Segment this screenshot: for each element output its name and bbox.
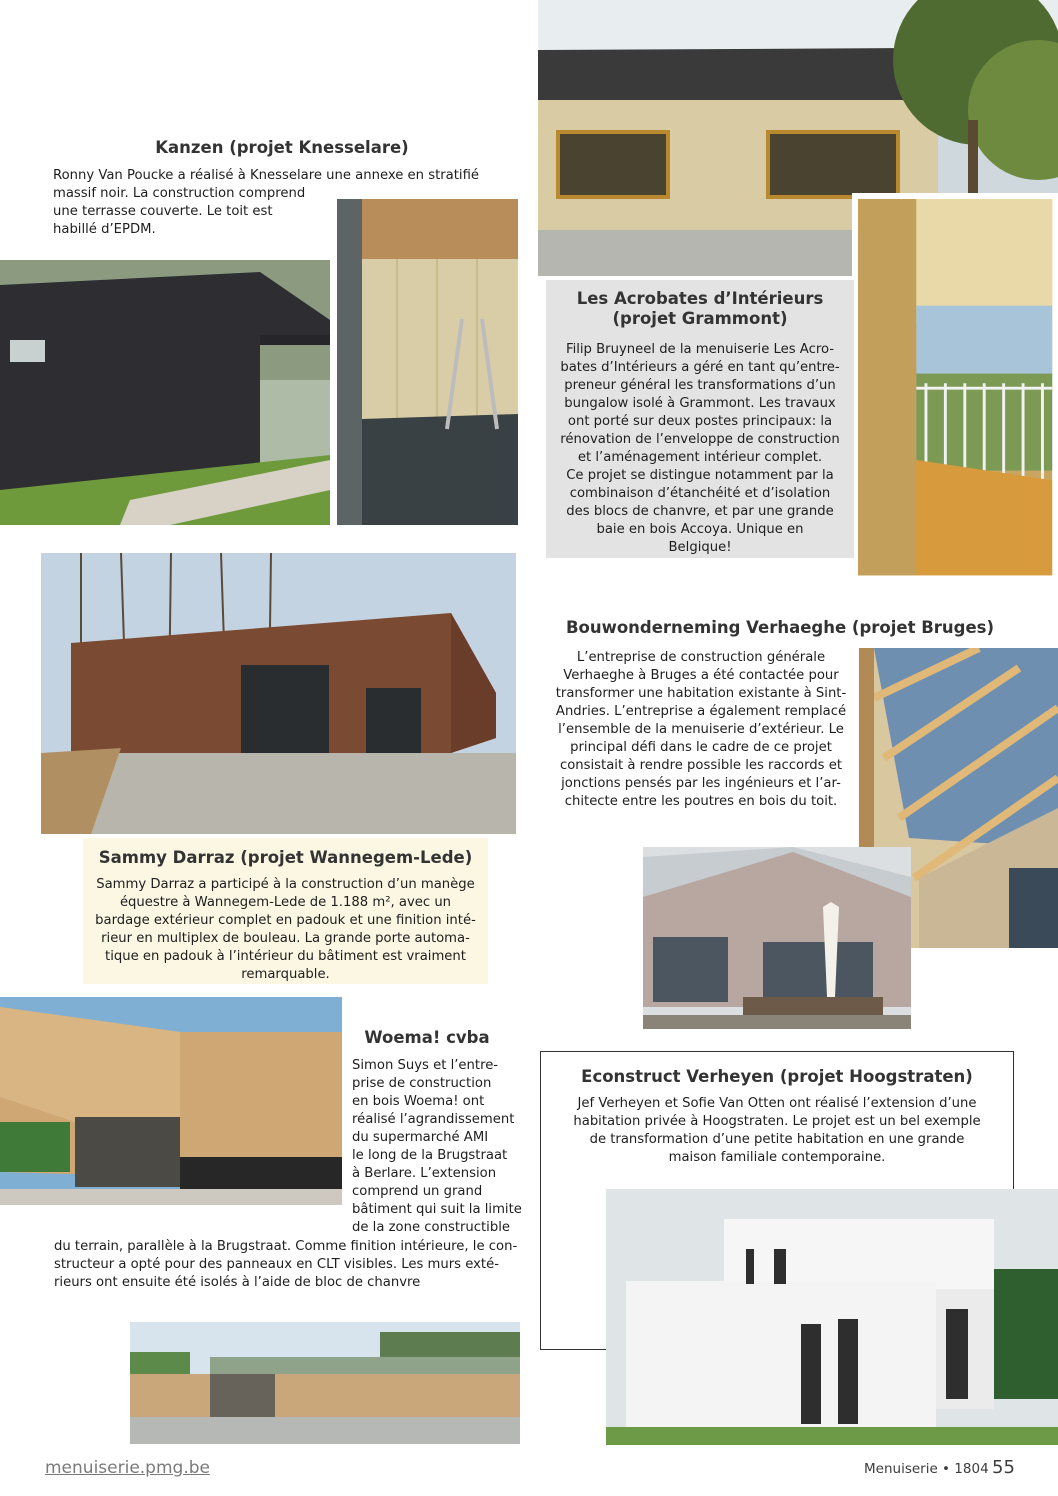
woema-text-line: bâtiment qui suit la limite: [352, 1202, 522, 1217]
woema-text-line: du terrain, parallèle à la Brugstraat. Comme finition intérieure, le con-: [54, 1239, 518, 1254]
econstruct-title: Econstruct Verheyen (projet Hoogstraten): [581, 1067, 973, 1086]
acrobates-text-line: rénovation de l’enveloppe de construction: [560, 432, 840, 447]
kanzen-title: Kanzen (projet Knesselare): [155, 138, 409, 157]
photo-grammont-interior: [852, 193, 1058, 593]
econstruct-text-line: Jef Verheyen et Sofie Van Otten ont réalisé l’extension d’une: [577, 1096, 977, 1111]
woema-text-line: le long de la Brugstraat: [352, 1148, 508, 1163]
acrobates-body: [546, 341, 854, 557]
econstruct-text-line: maison familiale contemporaine.: [668, 1150, 886, 1165]
darraz-text-line: équestre à Wannegem-Lede de 1.188 m², avec un: [119, 895, 452, 910]
photo-kanzen-interior: [337, 199, 518, 525]
website-link[interactable]: menuiserie.pmg.be: [45, 1458, 210, 1478]
verhaeghe-title: Bouwonderneming Verhaeghe (projet Bruges): [565, 618, 995, 637]
acrobates-text-line: combinaison d’étanchéité et d’isolation: [569, 486, 831, 501]
woema-text-line: comprend un grand: [352, 1184, 483, 1199]
verhaeghe-body: [548, 649, 854, 811]
acrobates-title-line1: Les Acrobates d’Intérieurs: [576, 289, 824, 308]
acrobates-box: [546, 280, 854, 558]
verhaeghe-text-line: L’entreprise de construction générale: [576, 650, 826, 665]
woema-body-wide: [54, 1238, 524, 1292]
kanzen-text-line: une terrasse couverte. Le toit est: [53, 204, 273, 219]
acrobates-text-line: Belgique!: [668, 540, 732, 555]
darraz-title: Sammy Darraz (projet Wannegem-Lede): [98, 848, 473, 867]
woema-text-line: du supermarché AMI: [352, 1130, 489, 1145]
econstruct-text-line: de transformation d’une petite habitation en une grande: [589, 1132, 965, 1147]
woema-body-narrow: [352, 1057, 522, 1237]
verhaeghe-text-line: principal défi dans le cadre de ce projet: [570, 740, 832, 755]
page-number: 55: [992, 1457, 1015, 1478]
acrobates-text-line: Filip Bruyneel de la menuiserie Les Acro-: [565, 342, 835, 357]
photo-wannegem-building: [41, 553, 516, 834]
acrobates-text-line: preneur général les transformations d’un: [564, 378, 836, 393]
darraz-text-line: tique en padouk à l’intérieur du bâtiment est vraiment: [105, 949, 466, 964]
verhaeghe-text-line: chitecte entre les poutres en bois du toit.: [564, 794, 838, 809]
verhaeghe-text-line: l’ensemble de la menuiserie d’extérieur. Le: [558, 722, 844, 737]
acrobates-text-line: baie en bois Accoya. Unique en: [596, 522, 804, 537]
verhaeghe-text-line: Andries. L’entreprise a également remplacé: [555, 704, 847, 719]
kanzen-section: [52, 138, 482, 158]
acrobates-text-line: des blocs de chanvre, et par une grande: [566, 504, 834, 519]
darraz-text-line: rieur en multiplex de bouleau. La grande porte automa-: [101, 931, 470, 946]
verhaeghe-text-line: jonctions pensés par les ingénieurs et l’ar-: [561, 776, 841, 791]
woema-text-line: prise de construction: [352, 1076, 492, 1091]
kanzen-text-line: massif noir. La construction comprend: [53, 186, 306, 201]
econstruct-box: [540, 1051, 1014, 1350]
econstruct-body: [541, 1095, 1013, 1167]
acrobates-text-line: Ce projet se distingue notamment par la: [566, 468, 834, 483]
photo-woema-supermarket: [130, 1322, 520, 1444]
darraz-body: [83, 876, 488, 984]
darraz-box: [83, 838, 488, 984]
photo-kanzen-exterior: [0, 260, 330, 525]
woema-text-line: réalisé l’agrandissement: [352, 1112, 515, 1127]
acrobates-text-line: ont porté sur deux postes principaux: la: [567, 414, 833, 429]
woema-text-line: en bois Woema! ont: [352, 1094, 485, 1109]
acrobates-text-line: bungalow isolé à Grammont. Les travaux: [564, 396, 836, 411]
econstruct-text-line: habitation privée à Hoogstraten. Le projet est un bel exemple: [573, 1114, 981, 1129]
photo-woema-extension: [0, 997, 342, 1205]
acrobates-text-line: bates d’Intérieurs a géré en tant qu’entre-: [560, 360, 840, 375]
verhaeghe-text-line: Verhaeghe à Bruges a été contactée pour: [563, 668, 839, 683]
woema-title: Woema! cvba: [364, 1028, 490, 1047]
kanzen-text-line: habillé d’EPDM.: [53, 222, 156, 237]
woema-text-line: rieurs ont ensuite été isolés à l’aide de bloc de chanvre: [54, 1275, 421, 1290]
photo-bruges-terrace: [643, 847, 911, 1029]
acrobates-text-line: et l’aménagement intérieur complet.: [577, 450, 823, 465]
woema-text-line: Simon Suys et l’entre-: [352, 1058, 499, 1073]
acrobates-title-line2: (projet Grammont): [612, 309, 788, 328]
darraz-text-line: Sammy Darraz a participé à la construction d’un manège: [96, 877, 475, 892]
verhaeghe-text-line: transformer une habitation existante à Sint-: [555, 686, 847, 701]
darraz-text-line: bardage extérieur complet en padouk et une finition inté-: [95, 913, 476, 928]
woema-text-line: structeur a opté pour des panneaux en CLT visibles. Les murs exté-: [54, 1257, 499, 1272]
darraz-text-line: remarquable.: [241, 967, 330, 982]
verhaeghe-text-line: consistait à rendre possible les raccords et: [559, 758, 843, 773]
kanzen-text-line: Ronny Van Poucke a réalisé à Knesselare une annexe en stratifié: [53, 168, 480, 183]
woema-text-line: à Berlare. L’extension: [352, 1166, 497, 1181]
woema-text-line: de la zone constructible: [352, 1220, 510, 1235]
magazine-issue: Menuiserie • 1804: [864, 1461, 989, 1477]
